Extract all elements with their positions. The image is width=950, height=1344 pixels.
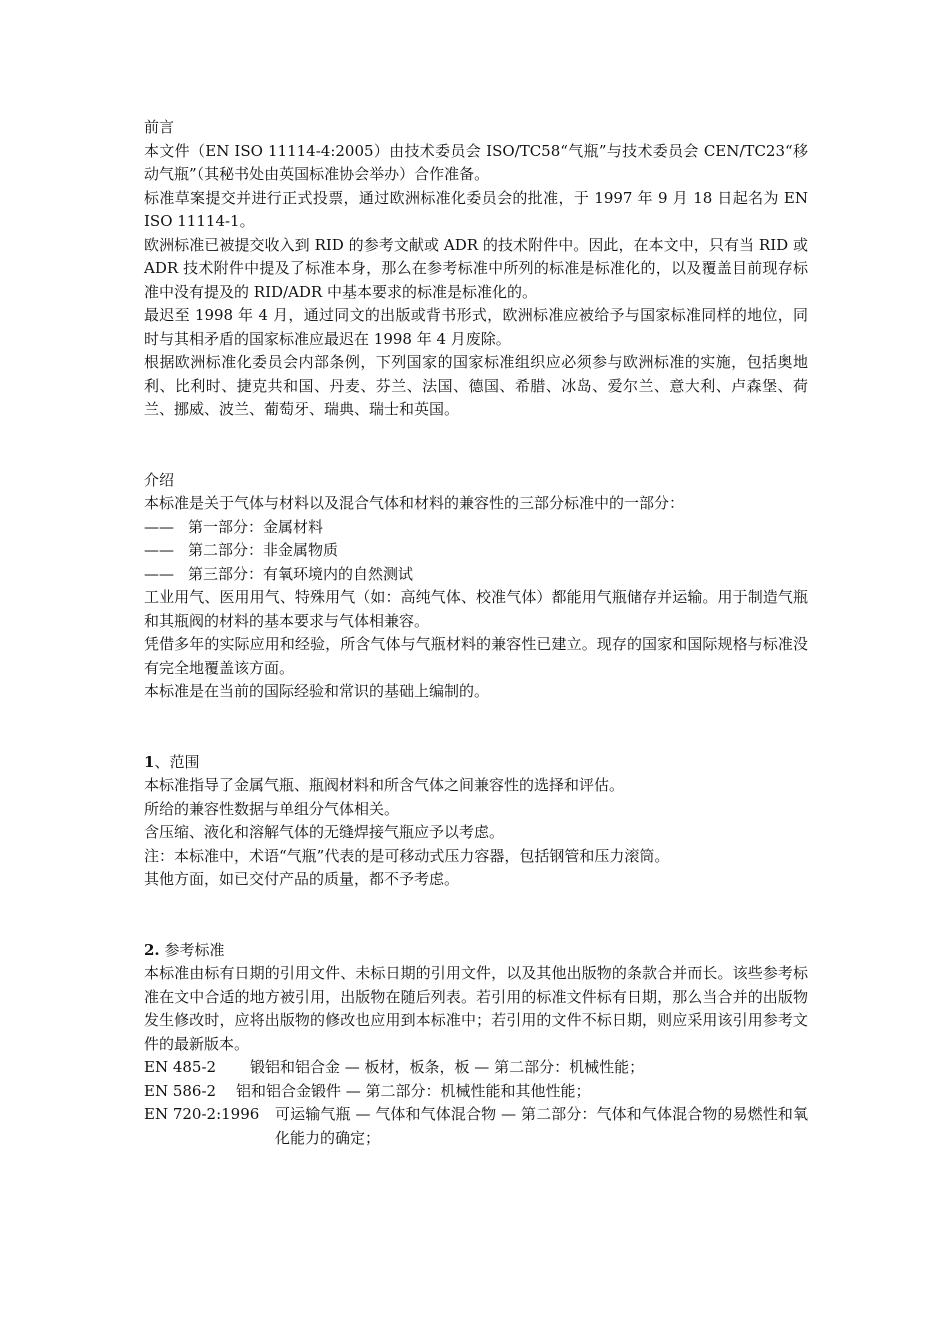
foreword-heading: 前言 xyxy=(144,118,175,136)
scope-paragraph: 其他方面，如已交付产品的质量，都不予考虑。 xyxy=(144,870,460,888)
introduction-paragraph: 本标准是在当前的国际经验和常识的基础上编制的。 xyxy=(144,682,490,700)
introduction-paragraph: 工业用气、医用用气、特殊用气（如：高纯气体、校准气体）都能用气瓶储存并运输。用于制造气瓶和其瓶阀的材料的基本要求与气体相兼容。 xyxy=(144,588,808,630)
list-item-text: 第一部分：金属材料 xyxy=(188,517,324,536)
reference-item xyxy=(144,1103,808,1150)
section-title: 参考标准 xyxy=(159,940,225,959)
reference-code: EN 485-2 xyxy=(144,1058,217,1076)
introduction-heading: 介绍 xyxy=(144,470,175,489)
scope-paragraph: 所给的兼容性数据与单组分气体相关。 xyxy=(144,799,400,818)
scope-note: 注：本标准中，术语“气瓶”代表的是可移动式压力容器，包括钢管和压力滚筒。 xyxy=(144,846,670,865)
references-intro: 本标准由标有日期的引用文件、未标日期的引用文件，以及其他出版物的条款合并而长。该些参考标准在文中合适的地方被引用，出版物在随后列表。若引用的标准文件标有日期，那么当合并的出版物发生修改时，应将出版物的修改也应用到本标准中；若引用的文件不标日期，则应采用该引用参考文件的最新版本。 xyxy=(144,964,808,1053)
introduction-paragraph: 凭借多年的实际应用和经验，所含气体与气瓶材料的兼容性已建立。现存的国家和国际规格与标准没有完全地覆盖该方面。 xyxy=(144,635,808,677)
foreword-paragraph: 根据欧洲标准化委员会内部条例，下列国家的国家标准组织应必须参与欧洲标准的实施，包括奥地利、比利时、捷克共和国、丹麦、芬兰、法国、德国、希腊、冰岛、爱尔兰、意大利、卢森堡、荷兰、挪威、波兰、葡萄牙、瑞典、瑞士和英国。 xyxy=(144,353,808,418)
section-title: 、范围 xyxy=(154,752,200,771)
references-heading xyxy=(144,939,808,963)
introduction-lead: 本标准是关于气体与材料以及混合气体和材料的兼容性的三部分标准中的一部分： xyxy=(144,494,685,512)
reference-code: EN 586-2 xyxy=(144,1081,217,1100)
reference-description: 铝和铝合金锻件 — 第二部分：机械性能和其他性能； xyxy=(236,1081,591,1100)
reference-description: 锻铝和铝合金 — 板材，板条，板 — 第二部分：机械性能； xyxy=(250,1058,645,1076)
section-number: 1 xyxy=(144,752,155,771)
document-page xyxy=(144,116,808,1150)
reference-item xyxy=(144,1080,808,1104)
foreword-paragraph: 欧洲标准已被提交收入到 RID 的参考文献或 ADR 的技术附件中。因此，在本文中，只有当 RID 或 ADR 技术附件中提及了标准本身，那么在参考标准中所列的标准是标准化的，以及覆盖目前现存标准中没有提及的 RID/ADR 中基本要求的标准是标准化的。 xyxy=(144,235,808,301)
dash-marker: —— xyxy=(144,517,174,536)
dash-marker: —— xyxy=(144,564,174,583)
section-spacer xyxy=(144,892,808,939)
scope-heading xyxy=(144,751,808,775)
list-item-text: 第三部分：有氧环境内的自然测试 xyxy=(188,564,414,583)
reference-code: EN 720-2:1996 xyxy=(144,1105,260,1123)
foreword-paragraph: 本文件（EN ISO 11114-4:2005）由技术委员会 ISO/TC58“气瓶”与技术委员会 CEN/TC23“移动气瓶”（其秘书处由英国标准协会举办）合作准备。 xyxy=(144,141,808,183)
section-spacer xyxy=(144,422,808,469)
section-spacer xyxy=(144,704,808,751)
scope-paragraph: 含压缩、液化和溶解气体的无缝焊接气瓶应予以考虑。 xyxy=(144,823,505,841)
dash-marker: —— xyxy=(144,541,174,559)
foreword-paragraph: 最迟至 1998 年 4 月，通过同文的出版或背书形式，欧洲标准应被给予与国家标准同样的地位，同时与其相矛盾的国家标准应最迟在 1998 年 4 月废除。 xyxy=(144,306,808,348)
reference-description: 可运输气瓶 — 气体和气体混合物 — 第二部分：气体和气体混合物的易燃性和氧化能力的确定； xyxy=(275,1105,808,1147)
foreword-paragraph: 标准草案提交并进行正式投票，通过欧洲标准化委员会的批准，于 1997 年 9 月 18 日起名为 EN ISO 11114-1。 xyxy=(144,188,808,230)
scope-paragraph: 本标准指导了金属气瓶、瓶阀材料和所含气体之间兼容性的选择和评估。 xyxy=(144,776,625,794)
section-number: 2. xyxy=(144,940,160,959)
introduction-list-item xyxy=(144,563,808,587)
introduction-list-item xyxy=(144,516,808,540)
reference-item xyxy=(144,1056,808,1080)
introduction-list-item xyxy=(144,539,808,563)
list-item-text: 第二部分：非金属物质 xyxy=(188,541,339,559)
